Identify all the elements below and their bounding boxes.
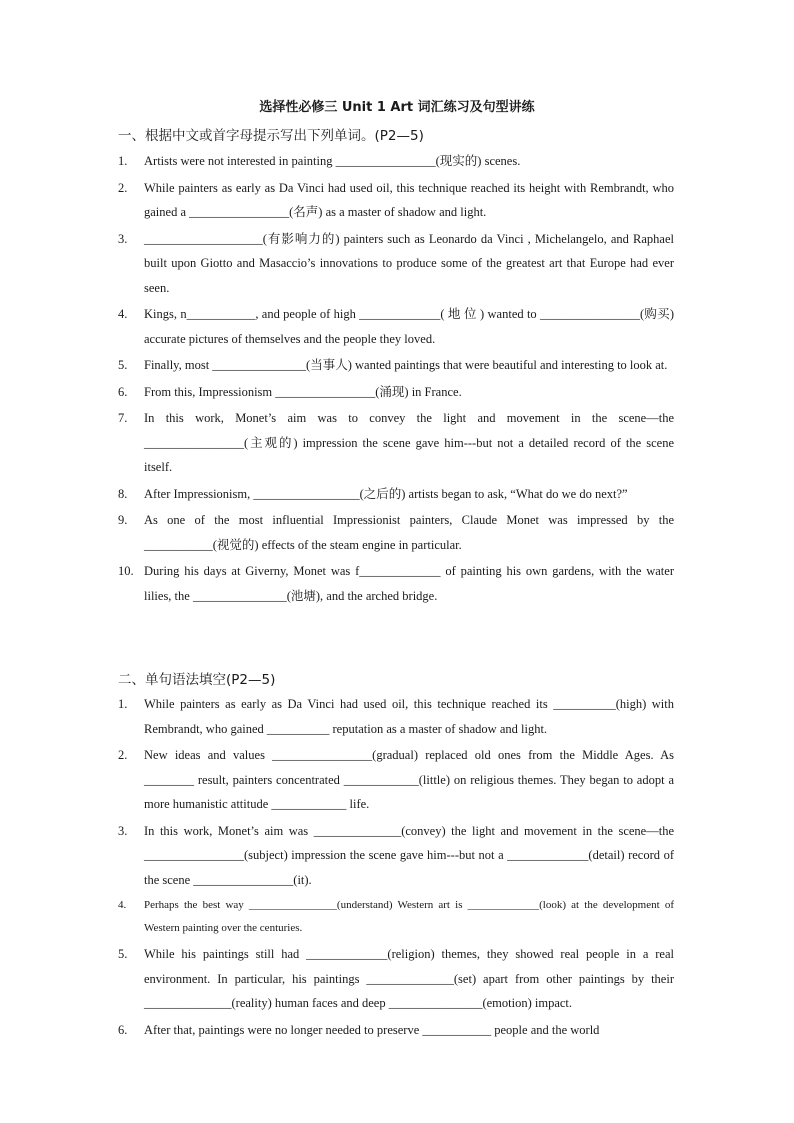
- item-number: 8.: [118, 486, 128, 501]
- section1-item: [118, 508, 674, 557]
- item-number: 5.: [118, 947, 128, 961]
- item-number: 3.: [118, 231, 128, 246]
- section1-item: [118, 149, 674, 174]
- item-number: 10.: [118, 564, 134, 578]
- item-number: 2.: [118, 180, 128, 195]
- item-text: From this, Impressionism ________________(涌现) in France.: [144, 384, 462, 399]
- item-text: New ideas and values ________________(gradual) replaced old ones from the Middle Ages. As ________ result, painters concentrated ____________(little) on religious themes. They began to adopt a more humanistic attitude ____________ life.: [144, 748, 674, 811]
- item-text: While his paintings still had _____________(religion) themes, they showed real people in a real environment. In particular, his paintings ______________(set) apart from other paintings by their ______________(reality) human faces and deep _______________(emotion) impact.: [144, 947, 674, 1010]
- item-text: After that, paintings were no longer needed to preserve ___________ people and the world: [144, 1022, 600, 1037]
- section1-item: [118, 353, 674, 378]
- section1-item: [118, 380, 674, 405]
- section1-item: [118, 302, 674, 351]
- section1-item: [118, 559, 674, 608]
- item-number: 6.: [118, 1022, 128, 1037]
- section2-item: [118, 819, 674, 893]
- item-text: Artists were not interested in painting ________________(现实的) scenes.: [144, 154, 521, 168]
- item-text: After Impressionism, _________________(之后的) artists began to ask, “What do we do next?”: [144, 486, 628, 501]
- item-number: 9.: [118, 513, 128, 527]
- item-text: In this work, Monet’s aim was ______________(convey) the light and movement in the scene—the ________________(subject) impression the scene gave him---but not a _____________(detail) record of the scene ________________(it).: [144, 823, 674, 887]
- item-text: In this work, Monet’s aim was to convey the light and movement in the scene—the ________________(主观的) impression the scene gave him---but not a detailed record of the scene itself.: [144, 411, 674, 474]
- section2-item: [118, 894, 674, 940]
- item-number: 3.: [118, 823, 128, 838]
- item-number: 1.: [118, 154, 128, 168]
- section1-heading: 一、根据中文或首字母提示写出下列单词。(P2—5): [118, 128, 424, 144]
- section1-item: [118, 227, 674, 301]
- item-text: While painters as early as Da Vinci had used oil, this technique reached its __________(high) with Rembrandt, who gained __________ reputation as a master of shadow and light.: [144, 697, 674, 736]
- item-number: 7.: [118, 411, 128, 425]
- item-number: 4.: [118, 307, 128, 321]
- item-text: Kings, n___________, and people of high _____________( 地 位 ) wanted to ________________(购买) accurate pictures of themselves and the people they loved.: [144, 307, 674, 346]
- section1-item: [118, 176, 674, 225]
- section1-list: [118, 149, 674, 610]
- item-number: 4.: [118, 899, 127, 911]
- section2-item: [118, 743, 674, 817]
- item-text: While painters as early as Da Vinci had used oil, this technique reached its height with Rembrandt, who gained a ________________(名声) as a master of shadow and light.: [144, 180, 674, 219]
- item-text: ___________________(有影响力的) painters such as Leonardo da Vinci , Michelangelo, and Raphael built upon Giotto and Masaccio’s innovations to produce some of the greatest art that Europe had ever seen.: [144, 231, 674, 295]
- section1-item: [118, 482, 674, 507]
- item-number: 5.: [118, 358, 128, 372]
- item-text: As one of the most influential Impressionist painters, Claude Monet was impressed by the ___________(视觉的) effects of the steam engine in particular.: [144, 513, 674, 552]
- document-title: 选择性必修三 Unit 1 Art 词汇练习及句型讲练: [259, 100, 535, 115]
- item-number: 1.: [118, 697, 128, 711]
- item-number: 6.: [118, 384, 128, 399]
- section1-item: [118, 406, 674, 480]
- section2-item: [118, 692, 674, 741]
- item-text: During his days at Giverny, Monet was f_____________ of painting his own gardens, with the water lilies, the _______________(池塘), and the arched bridge.: [144, 564, 674, 603]
- item-text: Perhaps the best way ________________(understand) Western art is _____________(look) at the development of Western painting over the centuries.: [144, 899, 674, 934]
- item-text: Finally, most _______________(当事人) wanted paintings that were beautiful and interesting to look at.: [144, 358, 668, 372]
- section2-item: [118, 942, 674, 1016]
- item-number: 2.: [118, 748, 128, 762]
- section2-heading: 二、单句语法填空(P2—5): [118, 672, 276, 688]
- section2-list: [118, 692, 674, 1044]
- section2-item: [118, 1018, 674, 1043]
